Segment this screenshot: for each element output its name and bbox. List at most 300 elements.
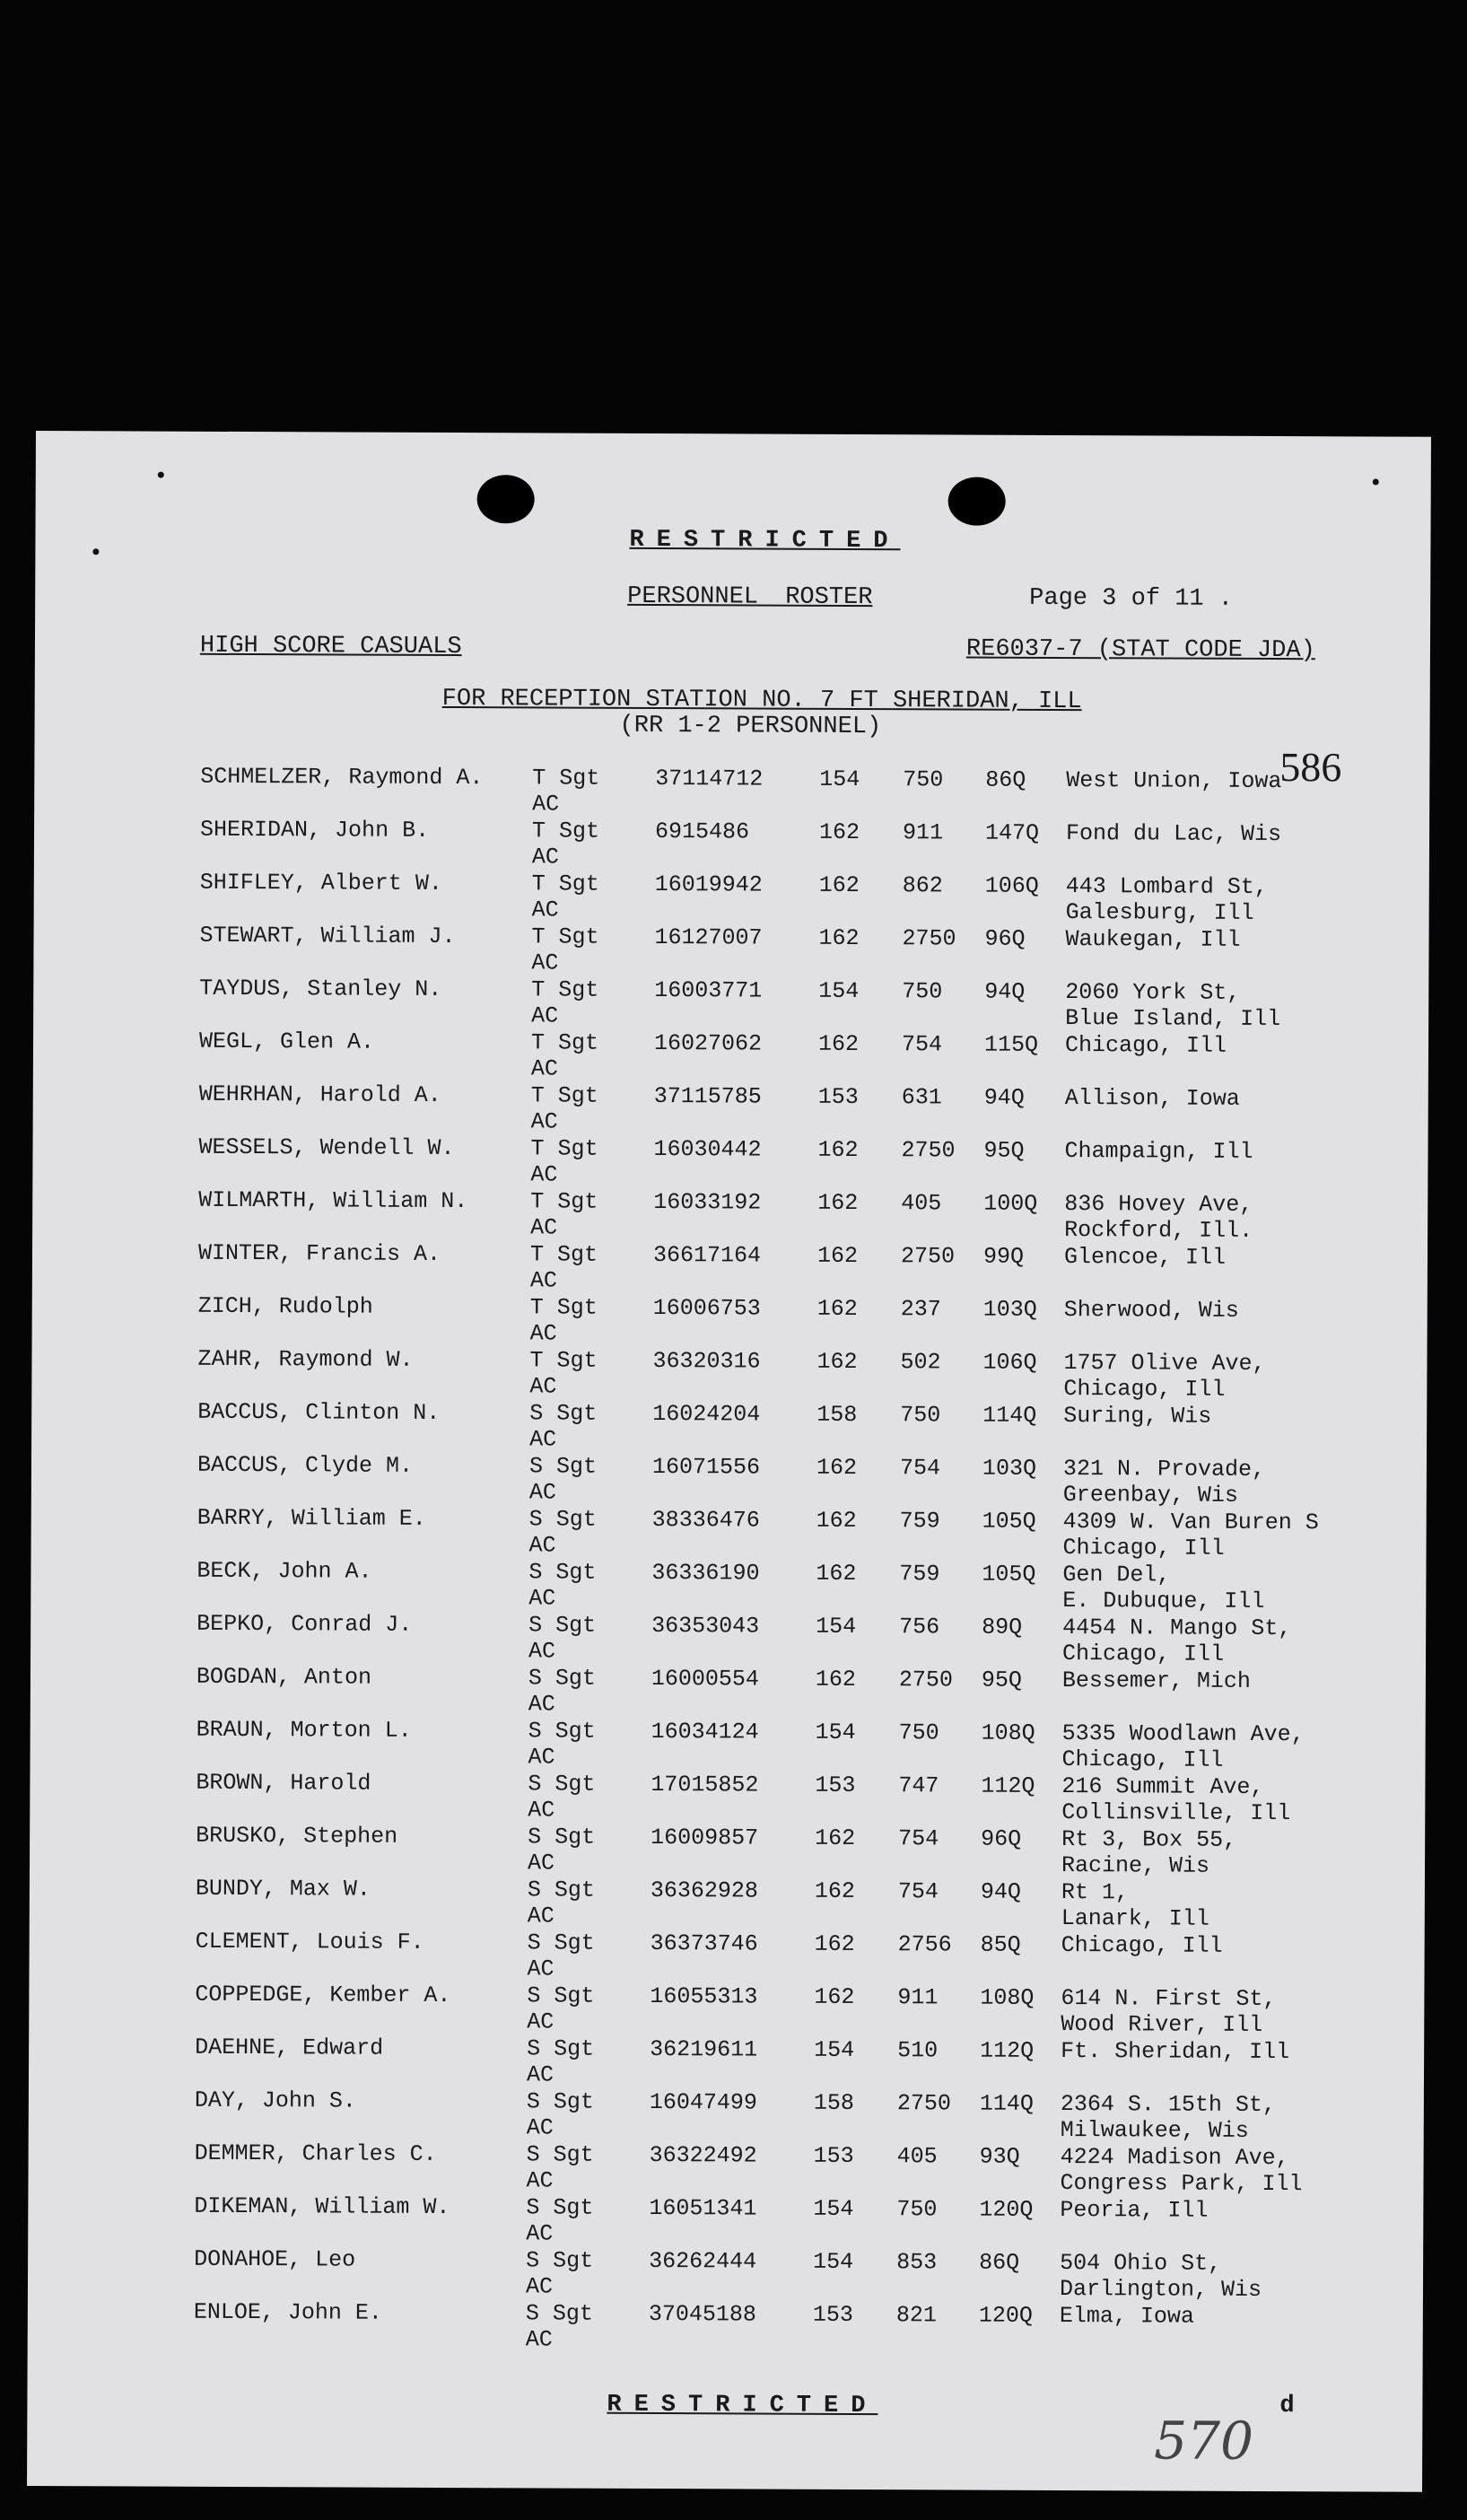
code-1: 162 — [817, 1030, 860, 1058]
grade: S Sgt — [525, 2300, 593, 2327]
address-line-2: Chicago, Ill — [1061, 1746, 1224, 1773]
serial-number: 36373746 — [650, 1930, 758, 1957]
score: 147Q — [984, 819, 1040, 846]
address-line-1: Chicago, Ill — [1064, 1032, 1227, 1059]
code-2: 747 — [898, 1772, 939, 1799]
score: 93Q — [979, 2143, 1020, 2170]
person-name: WINTER, Francis A. — [197, 1239, 441, 1267]
grade: T Sgt — [529, 1241, 598, 1268]
code-1: 162 — [815, 1666, 857, 1693]
speck — [1373, 479, 1379, 486]
address-line-2: Lanark, Ill — [1061, 1905, 1209, 1932]
roster-title: PERSONNEL ROSTER — [627, 582, 873, 612]
code-2: 750 — [896, 2196, 938, 2223]
code-2: 853 — [896, 2249, 938, 2276]
grade: S Sgt — [527, 1929, 595, 1956]
roster-row — [30, 1716, 1425, 1775]
address-line-2: Galesburg, Ill — [1065, 899, 1254, 926]
grade: T Sgt — [530, 1029, 599, 1056]
grade: S Sgt — [528, 1665, 597, 1692]
roster-row — [31, 1504, 1427, 1563]
branch: AC — [525, 2273, 554, 2300]
person-name: COPPEDGE, Kember A. — [195, 1981, 451, 2009]
grade: T Sgt — [530, 1135, 598, 1162]
address-line-1: 4224 Madison Ave, — [1060, 2143, 1289, 2172]
roster-row — [33, 1028, 1428, 1087]
code-1: 162 — [818, 871, 860, 899]
branch: AC — [528, 1532, 556, 1559]
address-line-1: 2060 York St, — [1065, 979, 1241, 1006]
person-name: DAY, John S. — [194, 2087, 356, 2114]
address-line-2: Congress Park, Ill — [1060, 2169, 1303, 2198]
roster-row — [30, 1875, 1425, 1934]
serial-number: 37045188 — [648, 2300, 756, 2328]
roster-row — [33, 922, 1428, 981]
speck — [92, 548, 99, 555]
score: 96Q — [981, 1825, 1022, 1852]
score: 112Q — [981, 1772, 1035, 1799]
grade: T Sgt — [529, 1347, 598, 1374]
branch: AC — [526, 2114, 554, 2141]
serial-number: 16027062 — [653, 1030, 763, 1057]
roster-row — [34, 763, 1429, 822]
score: 99Q — [982, 1243, 1025, 1270]
code-1: 154 — [813, 2195, 854, 2222]
person-name: WEHRHAN, Harold A. — [198, 1081, 441, 1108]
person-name: WESSELS, Wendell W. — [198, 1133, 455, 1162]
branch: AC — [526, 2220, 554, 2247]
code-2: 2750 — [900, 1243, 956, 1270]
code-1: 154 — [815, 1719, 856, 1746]
address-line-1: 216 Summit Ave, — [1061, 1773, 1264, 1800]
branch: AC — [531, 844, 560, 871]
code-1: 153 — [817, 1083, 859, 1111]
roster-row — [30, 1822, 1425, 1881]
roster-row — [28, 2192, 1423, 2252]
roster-row — [31, 1663, 1426, 1722]
order-reference: RE6037-7 (STAT CODE JDA) — [965, 635, 1315, 665]
branch: AC — [530, 1055, 558, 1082]
address-line-2: Darlington, Wis — [1059, 2275, 1262, 2303]
grade: T Sgt — [531, 818, 600, 844]
code-2: 754 — [897, 1878, 939, 1905]
roster-row — [32, 1186, 1428, 1246]
serial-number: 16024204 — [652, 1401, 761, 1428]
code-1: 162 — [818, 818, 860, 846]
person-name: BROWN, Harold — [196, 1769, 371, 1797]
corner-mark: d — [1279, 2393, 1295, 2420]
serial-number: 16127007 — [654, 924, 763, 951]
branch: AC — [526, 2167, 554, 2194]
code-2: 821 — [895, 2302, 937, 2329]
code-1: 154 — [818, 977, 860, 1005]
code-1: 158 — [813, 2089, 854, 2116]
roster-row — [33, 975, 1428, 1034]
code-1: 154 — [813, 2248, 854, 2275]
grade: S Sgt — [528, 1506, 597, 1533]
address-line-1: Elma, Iowa — [1059, 2302, 1194, 2330]
code-1: 162 — [816, 1295, 858, 1323]
score: 114Q — [979, 2090, 1034, 2117]
address-line-1: 4309 W. Van Buren S — [1062, 1509, 1319, 1536]
score: 95Q — [983, 1137, 1025, 1164]
score: 106Q — [982, 1349, 1037, 1376]
code-1: 162 — [816, 1507, 857, 1535]
branch: AC — [527, 1850, 555, 1877]
score: 105Q — [982, 1561, 1036, 1588]
code-2: 862 — [902, 872, 943, 899]
restricted-heading-bottom: RESTRICTED — [607, 2391, 878, 2420]
branch: AC — [531, 1002, 559, 1029]
grade: T Sgt — [532, 765, 600, 792]
person-name: BARRY, William E. — [196, 1504, 426, 1532]
serial-number: 16019942 — [654, 871, 763, 898]
grade: S Sgt — [528, 1559, 597, 1586]
grade: S Sgt — [528, 1771, 596, 1798]
serial-number: 16055313 — [650, 1983, 758, 2010]
code-2: 405 — [896, 2143, 938, 2170]
roster-row — [29, 2034, 1424, 2093]
address-line-1: 5335 Woodlawn Ave, — [1061, 1720, 1305, 1748]
score: 96Q — [984, 925, 1026, 952]
address-line-2: Wood River, Ill — [1061, 2011, 1263, 2038]
serial-number: 16003771 — [654, 977, 763, 1004]
serial-number: 16047499 — [649, 2089, 757, 2116]
roster-row — [31, 1610, 1426, 1669]
address-line-1: Sherwood, Wis — [1063, 1297, 1239, 1324]
grade: T Sgt — [531, 976, 599, 1003]
code-1: 153 — [815, 1772, 856, 1798]
address-line-1: 504 Ohio St, — [1060, 2249, 1222, 2277]
grade: S Sgt — [528, 1612, 597, 1639]
roster-row — [32, 1133, 1428, 1193]
roster-row — [34, 816, 1429, 875]
serial-number: 36617164 — [652, 1242, 762, 1269]
branch: AC — [528, 1585, 556, 1612]
code-1: 162 — [816, 1560, 857, 1588]
grade: S Sgt — [527, 2035, 595, 2062]
score: 86Q — [985, 766, 1026, 793]
address-line-1: Ft. Sheridan, Ill — [1061, 2038, 1290, 2066]
score: 85Q — [980, 1931, 1021, 1958]
speck — [158, 472, 164, 478]
code-1: 158 — [816, 1401, 858, 1429]
grade: S Sgt — [528, 1718, 596, 1745]
branch: AC — [529, 1267, 557, 1294]
address-line-1: 2364 S. 15th St, — [1060, 2091, 1276, 2119]
branch: AC — [529, 1373, 557, 1400]
branch: AC — [527, 1903, 554, 1929]
person-name: ENLOE, John E. — [193, 2298, 382, 2326]
code-2: 754 — [901, 1031, 943, 1058]
address-line-1: Chicago, Ill — [1061, 1932, 1223, 1959]
handwritten-number: 570 — [1154, 2410, 1254, 2472]
roster-row — [28, 2245, 1423, 2305]
branch: AC — [529, 1426, 557, 1453]
address-line-1: 836 Hovey Ave, — [1064, 1191, 1253, 1218]
score: 120Q — [979, 2196, 1034, 2223]
person-name: ZAHR, Raymond W. — [197, 1345, 414, 1373]
serial-number: 16009857 — [651, 1824, 759, 1851]
score: 108Q — [981, 1719, 1035, 1746]
code-1: 154 — [816, 1613, 857, 1641]
address-line-2: Chicago, Ill — [1063, 1376, 1226, 1403]
code-1: 162 — [816, 1454, 858, 1482]
branch: AC — [528, 1797, 555, 1824]
code-2: 750 — [903, 766, 944, 793]
person-name: DAEHNE, Edward — [195, 2034, 384, 2061]
serial-number: 36219611 — [650, 2036, 758, 2063]
address-line-1: 443 Lombard St, — [1065, 873, 1268, 900]
code-1: 154 — [814, 2036, 855, 2063]
grade: S Sgt — [528, 1824, 596, 1851]
serial-number: 16006753 — [652, 1295, 761, 1322]
group-title: HIGH SCORE CASUALS — [199, 632, 462, 661]
person-name: SHIFLEY, Albert W. — [199, 869, 442, 897]
serial-number: 16000554 — [651, 1666, 760, 1693]
score: 100Q — [983, 1190, 1038, 1217]
roster-row — [31, 1398, 1427, 1457]
address-line-1: West Union, Iowa — [1066, 767, 1282, 795]
code-1: 162 — [817, 1189, 859, 1217]
score: 114Q — [982, 1402, 1037, 1429]
branch: AC — [528, 1638, 556, 1665]
roster-row — [30, 1769, 1425, 1828]
branch: AC — [530, 1214, 558, 1241]
stamped-page-number: 586 — [1279, 744, 1342, 791]
grade: S Sgt — [528, 1453, 598, 1480]
roster-row — [29, 1981, 1424, 2040]
code-2: 2756 — [897, 1931, 952, 1958]
code-2: 750 — [900, 1402, 941, 1429]
code-1: 162 — [817, 1136, 859, 1164]
address-line-2: Blue Island, Ill — [1065, 1005, 1281, 1033]
code-2: 756 — [899, 1614, 940, 1641]
person-name: DIKEMAN, William W. — [194, 2192, 450, 2221]
branch: AC — [527, 2008, 554, 2035]
code-2: 759 — [899, 1561, 940, 1588]
address-line-2: Racine, Wis — [1061, 1852, 1210, 1879]
person-name: BECK, John A. — [196, 1557, 372, 1585]
score: 105Q — [982, 1508, 1036, 1535]
code-2: 750 — [898, 1719, 939, 1746]
person-name: ZICH, Rudolph — [197, 1292, 373, 1320]
restricted-heading-top: RESTRICTED — [629, 526, 901, 556]
serial-number: 36262444 — [649, 2248, 757, 2275]
address-line-1: 614 N. First St, — [1061, 1985, 1277, 2013]
person-name: DEMMER, Charles C. — [194, 2139, 437, 2167]
roster-row — [32, 1239, 1428, 1299]
branch: AC — [530, 1161, 558, 1188]
address-line-1: Rt 3, Box 55, — [1061, 1826, 1237, 1853]
serial-number: 16030442 — [653, 1136, 762, 1163]
code-2: 754 — [898, 1825, 939, 1852]
address-line-1: Gen Del, — [1062, 1562, 1171, 1588]
score: 103Q — [982, 1296, 1037, 1323]
address-line-1: Rt 1, — [1061, 1879, 1129, 1906]
document-page — [27, 431, 1431, 2492]
person-name: BEPKO, Conrad J. — [196, 1610, 413, 1638]
code-2: 2750 — [901, 1137, 956, 1164]
branch: AC — [531, 949, 559, 976]
address-line-2: Rockford, Ill. — [1064, 1217, 1253, 1244]
serial-number: 16071556 — [651, 1454, 761, 1481]
roster-row — [31, 1557, 1426, 1616]
person-name: STEWART, William J. — [199, 922, 456, 950]
code-1: 162 — [814, 1930, 855, 1957]
code-2: 754 — [899, 1455, 941, 1482]
branch: AC — [529, 1320, 557, 1347]
code-2: 631 — [901, 1084, 942, 1111]
branch: AC — [527, 1956, 554, 1982]
branch: AC — [532, 791, 560, 818]
score: 94Q — [980, 1878, 1021, 1905]
code-2: 750 — [902, 978, 943, 1005]
serial-number: 37115785 — [653, 1083, 762, 1110]
code-2: 2750 — [898, 1667, 954, 1693]
address-line-1: 321 N. Provade, — [1062, 1456, 1266, 1483]
address-line-2: Greenbay, Wis — [1062, 1482, 1238, 1509]
serial-number: 36322492 — [649, 2142, 757, 2169]
person-name: CLEMENT, Louis F. — [195, 1928, 424, 1956]
code-2: 237 — [900, 1296, 941, 1323]
code-1: 153 — [812, 2301, 853, 2328]
code-1: 153 — [813, 2142, 854, 2169]
grade: T Sgt — [531, 923, 599, 950]
branch: AC — [528, 1744, 555, 1771]
address-line-1: Champaign, Ill — [1064, 1138, 1253, 1165]
address-line-2: Chicago, Ill — [1062, 1535, 1225, 1562]
branch: AC — [528, 1479, 556, 1506]
serial-number: 37114712 — [655, 766, 764, 792]
code-2: 911 — [897, 1984, 939, 2011]
code-2: 759 — [899, 1508, 940, 1535]
roster-row — [28, 2139, 1423, 2199]
grade: T Sgt — [530, 1188, 598, 1215]
score: 95Q — [981, 1667, 1023, 1693]
address-line-1: Fond du Lac, Wis — [1065, 820, 1282, 848]
personnel-note: (RR 1-2 PERSONNEL) — [619, 712, 882, 741]
person-name: WEGL, Glen A. — [198, 1028, 375, 1055]
grade: S Sgt — [526, 2194, 594, 2221]
branch: AC — [525, 2326, 553, 2353]
address-line-1: Bessemer, Mich — [1061, 1667, 1252, 1694]
serial-number: 36362928 — [650, 1877, 759, 1904]
address-line-1: Suring, Wis — [1063, 1403, 1212, 1430]
address-line-1: 4454 N. Mango St, — [1062, 1614, 1292, 1642]
serial-number: 38336476 — [651, 1507, 760, 1534]
grade: S Sgt — [526, 2141, 594, 2168]
code-2: 2750 — [902, 925, 956, 952]
address-line-1: 1757 Olive Ave, — [1063, 1350, 1266, 1377]
serial-number: 16033192 — [653, 1189, 762, 1216]
person-name: BACCUS, Clyde M. — [196, 1451, 414, 1479]
score: 86Q — [979, 2249, 1020, 2276]
address-line-1: Waukegan, Ill — [1065, 926, 1241, 953]
code-2: 510 — [897, 2037, 939, 2064]
person-name: BOGDAN, Anton — [196, 1663, 372, 1691]
code-2: 405 — [901, 1190, 942, 1217]
address-line-1: Peoria, Ill — [1060, 2196, 1209, 2224]
grade: S Sgt — [527, 1982, 595, 2009]
branch: AC — [531, 897, 559, 923]
person-name: TAYDUS, Stanley N. — [199, 975, 442, 1002]
branch: AC — [526, 2061, 554, 2088]
person-name: BRAUN, Morton L. — [196, 1716, 412, 1744]
serial-number: 17015852 — [651, 1772, 759, 1798]
grade: S Sgt — [527, 1877, 595, 1903]
code-2: 502 — [900, 1349, 941, 1376]
score: 94Q — [984, 978, 1026, 1005]
score: 103Q — [982, 1455, 1037, 1482]
person-name: BRUSKO, Stephen — [196, 1822, 398, 1850]
page-number: Page 3 of 11 . — [1029, 584, 1234, 613]
person-name: SHERIDAN, John B. — [199, 816, 430, 844]
address-line-1: Glencoe, Ill — [1063, 1244, 1227, 1271]
serial-number: 16034124 — [651, 1719, 759, 1746]
serial-number: 16051341 — [649, 2195, 757, 2222]
person-name: SCHMELZER, Raymond A. — [200, 763, 484, 792]
score: 106Q — [984, 872, 1039, 899]
score: 94Q — [983, 1084, 1025, 1111]
address-line-2: Milwaukee, Wis — [1060, 2117, 1249, 2144]
address-line-1: Allison, Iowa — [1064, 1085, 1240, 1112]
code-1: 162 — [815, 1824, 856, 1851]
roster-row — [29, 2087, 1424, 2146]
person-name: BACCUS, Clinton N. — [197, 1398, 441, 1426]
grade: T Sgt — [531, 871, 599, 897]
code-2: 2750 — [896, 2090, 951, 2117]
punch-hole-left — [477, 475, 535, 523]
code-1: 162 — [814, 1877, 855, 1904]
punch-hole-right — [948, 477, 1006, 525]
roster-row — [29, 1928, 1424, 1987]
grade: S Sgt — [529, 1400, 598, 1427]
grade: S Sgt — [526, 2247, 594, 2274]
grade: T Sgt — [529, 1294, 598, 1321]
code-1: 162 — [816, 1242, 859, 1270]
code-1: 162 — [814, 1983, 855, 2010]
code-1: 162 — [816, 1348, 858, 1376]
roster-row — [32, 1292, 1428, 1352]
person-name: DONAHOE, Leo — [194, 2245, 356, 2273]
roster-row — [31, 1451, 1427, 1510]
serial-number: 36320316 — [652, 1348, 761, 1375]
score: 89Q — [982, 1614, 1023, 1641]
person-name: BUNDY, Max W. — [195, 1875, 371, 1903]
score: 115Q — [983, 1031, 1039, 1058]
roster-row — [34, 869, 1429, 928]
roster-row — [31, 1345, 1427, 1404]
score: 112Q — [980, 2037, 1035, 2064]
score: 108Q — [980, 1984, 1035, 2011]
code-1: 154 — [819, 766, 860, 793]
grade: T Sgt — [530, 1082, 598, 1109]
address-line-2: E. Dubuque, Ill — [1062, 1588, 1265, 1614]
code-2: 911 — [902, 819, 944, 846]
score: 120Q — [978, 2302, 1033, 2329]
grade: S Sgt — [526, 2088, 594, 2115]
serial-number: 36336190 — [651, 1560, 760, 1587]
branch: AC — [530, 1108, 558, 1135]
address-line-2: Collinsville, Ill — [1061, 1799, 1291, 1827]
branch: AC — [528, 1691, 555, 1718]
roster-row — [33, 1081, 1428, 1140]
destination-line: FOR RECEPTION STATION NO. 7 FT SHERIDAN, ILL — [441, 685, 1082, 716]
serial-number: 6915486 — [654, 818, 750, 845]
roster-row — [28, 2298, 1423, 2358]
address-line-2: Chicago, Ill — [1062, 1641, 1225, 1667]
